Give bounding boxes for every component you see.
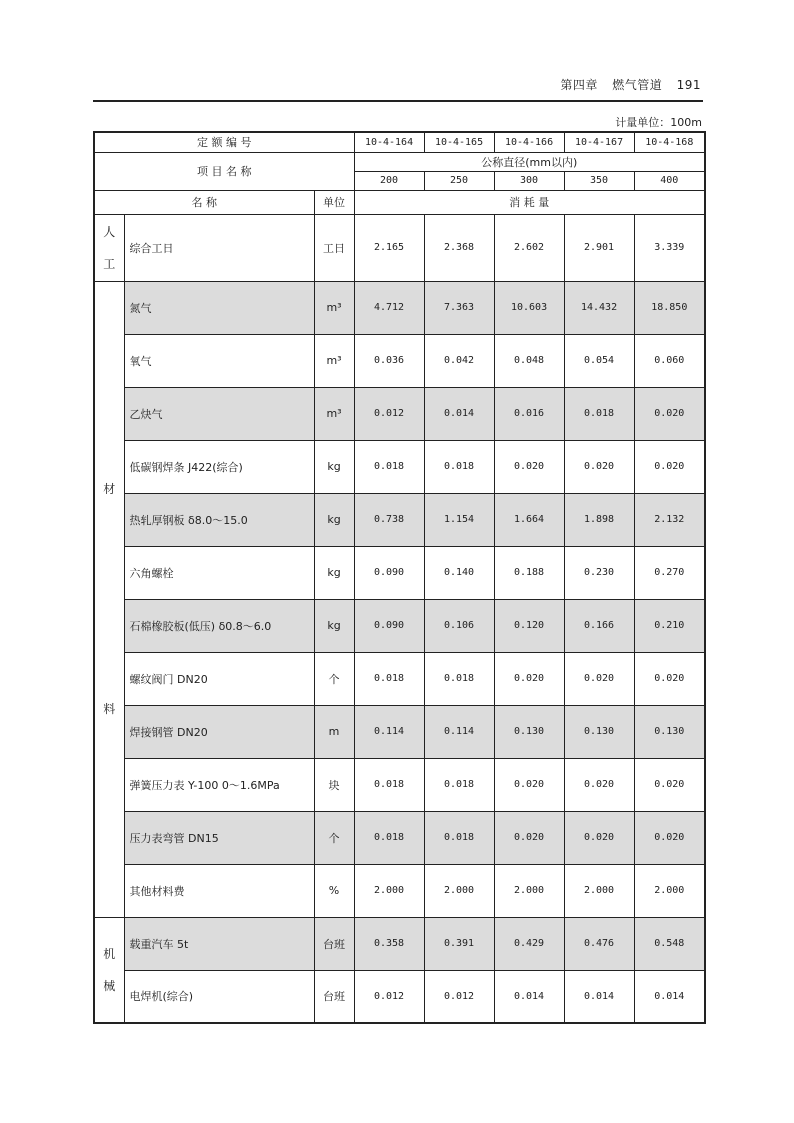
item-name: 低碳钢焊条 J422(综合) <box>124 440 314 493</box>
consumption-value: 2.000 <box>634 864 705 917</box>
consumption-value: 0.429 <box>494 917 564 970</box>
consumption-value: 0.090 <box>354 599 424 652</box>
consumption-value: 0.020 <box>634 440 705 493</box>
table-row <box>94 599 705 652</box>
unit-column-header: 单位 <box>314 190 354 214</box>
consumption-value: 2.368 <box>424 214 494 281</box>
category-char: 械 <box>103 978 116 993</box>
quota-table <box>93 131 706 1024</box>
page-number: 191 <box>676 78 701 92</box>
consumption-value: 0.114 <box>424 705 494 758</box>
item-name: 乙炔气 <box>124 387 314 440</box>
consumption-value: 1.664 <box>494 493 564 546</box>
consumption-value: 0.018 <box>354 758 424 811</box>
item-name: 石棉橡胶板(低压) δ0.8～6.0 <box>124 599 314 652</box>
diameter-value: 200 <box>354 171 424 190</box>
chapter-title: 第四章 <box>560 78 598 92</box>
item-name: 综合工日 <box>124 214 314 281</box>
category-char: 人 <box>103 224 116 239</box>
consumption-value: 4.712 <box>354 281 424 334</box>
consumption-value: 0.188 <box>494 546 564 599</box>
consumption-value: 0.016 <box>494 387 564 440</box>
consumption-value: 3.339 <box>634 214 705 281</box>
consumption-value: 1.154 <box>424 493 494 546</box>
consumption-value: 0.054 <box>564 334 634 387</box>
consumption-value: 0.020 <box>634 811 705 864</box>
item-name: 载重汽车 5t <box>124 917 314 970</box>
item-unit: kg <box>314 599 354 652</box>
consumption-value: 0.018 <box>424 758 494 811</box>
category-char: 工 <box>103 256 116 271</box>
consumption-value: 0.012 <box>354 387 424 440</box>
section-title: 燃气管道 <box>612 78 663 92</box>
consumption-value: 0.020 <box>494 758 564 811</box>
quota-code-row <box>94 132 705 152</box>
consumption-value: 0.060 <box>634 334 705 387</box>
consumption-value: 1.898 <box>564 493 634 546</box>
item-unit: kg <box>314 493 354 546</box>
item-name-label: 项 目 名 称 <box>94 152 354 190</box>
table-row <box>94 440 705 493</box>
diameter-value: 350 <box>564 171 634 190</box>
consumption-value: 0.090 <box>354 546 424 599</box>
consumption-value: 0.548 <box>634 917 705 970</box>
table-row <box>94 214 705 281</box>
consumption-value: 0.020 <box>494 811 564 864</box>
consumption-value: 0.130 <box>564 705 634 758</box>
consumption-value: 0.130 <box>634 705 705 758</box>
item-unit: 台班 <box>314 970 354 1023</box>
table-row <box>94 652 705 705</box>
category-cell <box>94 917 124 1023</box>
category-cell <box>94 214 124 281</box>
table-row <box>94 334 705 387</box>
consumption-value: 0.738 <box>354 493 424 546</box>
consumption-value: 2.000 <box>494 864 564 917</box>
diameter-value: 400 <box>634 171 705 190</box>
quota-code: 10-4-168 <box>634 132 705 152</box>
consumption-value: 0.012 <box>354 970 424 1023</box>
consumption-value: 10.603 <box>494 281 564 334</box>
consumption-value: 2.000 <box>424 864 494 917</box>
consumption-value: 0.230 <box>564 546 634 599</box>
consumption-value: 0.014 <box>634 970 705 1023</box>
consumption-value: 2.000 <box>564 864 634 917</box>
item-unit: 个 <box>314 811 354 864</box>
consumption-value: 2.901 <box>564 214 634 281</box>
consumption-value: 0.012 <box>424 970 494 1023</box>
consumption-value: 0.018 <box>424 652 494 705</box>
item-unit: kg <box>314 546 354 599</box>
consumption-value: 0.358 <box>354 917 424 970</box>
consumption-value: 0.014 <box>564 970 634 1023</box>
consumption-value: 0.106 <box>424 599 494 652</box>
category-cell <box>94 281 124 917</box>
consumption-value: 0.018 <box>354 811 424 864</box>
consumption-value: 0.018 <box>354 440 424 493</box>
table-row <box>94 811 705 864</box>
table-row <box>94 281 705 334</box>
category-char: 材 <box>103 482 116 496</box>
table-row <box>94 546 705 599</box>
quota-code: 10-4-166 <box>494 132 564 152</box>
item-unit: 台班 <box>314 917 354 970</box>
running-header <box>550 76 701 93</box>
item-name: 氧气 <box>124 334 314 387</box>
consumption-value: 2.165 <box>354 214 424 281</box>
consumption-value: 0.018 <box>424 811 494 864</box>
consumption-value: 7.363 <box>424 281 494 334</box>
item-unit: m³ <box>314 334 354 387</box>
table-row <box>94 758 705 811</box>
consumption-value: 0.020 <box>564 758 634 811</box>
item-name: 电焊机(综合) <box>124 970 314 1023</box>
table-row <box>94 705 705 758</box>
item-name: 热轧厚钢板 δ8.0～15.0 <box>124 493 314 546</box>
consumption-value: 0.476 <box>564 917 634 970</box>
table-row <box>94 864 705 917</box>
item-unit: kg <box>314 440 354 493</box>
consumption-value: 0.018 <box>564 387 634 440</box>
consumption-value: 0.020 <box>634 758 705 811</box>
consumption-value: 0.048 <box>494 334 564 387</box>
name-column-header: 名 称 <box>94 190 314 214</box>
consumption-value: 0.020 <box>494 440 564 493</box>
table-row <box>94 917 705 970</box>
quota-code: 10-4-167 <box>564 132 634 152</box>
item-name: 螺纹阀门 DN20 <box>124 652 314 705</box>
consumption-value: 18.850 <box>634 281 705 334</box>
diameter-value: 250 <box>424 171 494 190</box>
item-unit: m <box>314 705 354 758</box>
consumption-value: 0.020 <box>494 652 564 705</box>
consumption-value: 0.140 <box>424 546 494 599</box>
item-unit: 块 <box>314 758 354 811</box>
item-name: 氮气 <box>124 281 314 334</box>
quota-code: 10-4-165 <box>424 132 494 152</box>
item-unit: m³ <box>314 387 354 440</box>
consumption-value: 0.270 <box>634 546 705 599</box>
consumption-value: 14.432 <box>564 281 634 334</box>
consumption-value: 0.210 <box>634 599 705 652</box>
consumption-value: 2.000 <box>354 864 424 917</box>
diameter-label: 公称直径(mm以内) <box>354 152 705 171</box>
consumption-value: 0.130 <box>494 705 564 758</box>
item-name: 其他材料费 <box>124 864 314 917</box>
item-unit: 工日 <box>314 214 354 281</box>
consumption-value: 0.042 <box>424 334 494 387</box>
diameter-label-row <box>94 152 705 171</box>
column-header-row <box>94 190 705 214</box>
consumption-value: 0.120 <box>494 599 564 652</box>
diameter-value: 300 <box>494 171 564 190</box>
category-char: 料 <box>103 702 116 716</box>
consumption-value: 0.020 <box>564 811 634 864</box>
table-row <box>94 387 705 440</box>
consumption-value: 0.036 <box>354 334 424 387</box>
consumption-value: 0.014 <box>424 387 494 440</box>
item-unit: 个 <box>314 652 354 705</box>
consumption-value: 0.020 <box>564 652 634 705</box>
item-name: 弹簧压力表 Y-100 0～1.6MPa <box>124 758 314 811</box>
quota-label: 定 额 编 号 <box>94 132 354 152</box>
consumption-value: 0.020 <box>634 387 705 440</box>
consumption-value: 0.166 <box>564 599 634 652</box>
table-row <box>94 493 705 546</box>
unit-note: 计量单位：100m <box>615 116 702 129</box>
page-header <box>93 72 703 102</box>
item-name: 压力表弯管 DN15 <box>124 811 314 864</box>
consumption-value: 0.018 <box>354 652 424 705</box>
consumption-value: 0.018 <box>424 440 494 493</box>
consumption-value: 0.014 <box>494 970 564 1023</box>
item-name: 六角螺栓 <box>124 546 314 599</box>
item-unit: % <box>314 864 354 917</box>
table-row <box>94 970 705 1023</box>
item-unit: m³ <box>314 281 354 334</box>
consumption-value: 0.020 <box>564 440 634 493</box>
consumption-value: 0.391 <box>424 917 494 970</box>
consumption-value: 0.020 <box>634 652 705 705</box>
category-char: 机 <box>103 946 116 961</box>
consumption-value: 2.602 <box>494 214 564 281</box>
item-name: 焊接钢管 DN20 <box>124 705 314 758</box>
consumption-value: 0.114 <box>354 705 424 758</box>
consumption-header: 消 耗 量 <box>354 190 705 214</box>
quota-code: 10-4-164 <box>354 132 424 152</box>
consumption-value: 2.132 <box>634 493 705 546</box>
